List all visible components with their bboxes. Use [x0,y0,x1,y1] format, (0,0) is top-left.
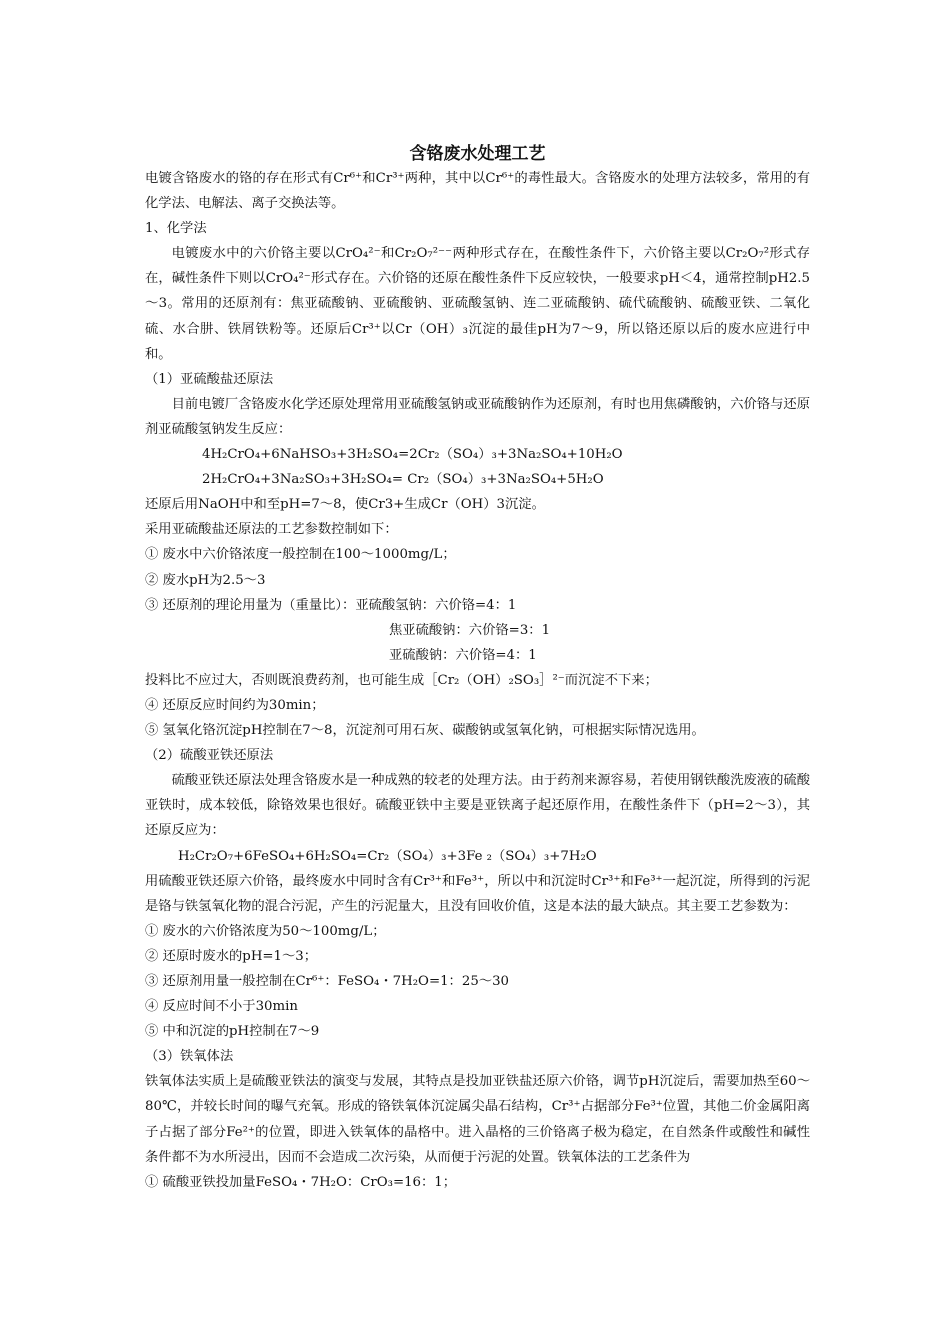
sulfite-param-3c: 亚硫酸钠：六价铬=4：1 [389,647,537,663]
ferrous-param-2: ② 还原时废水的pH=1～3； [145,948,318,964]
ferrite-param-1: ① 硫酸亚铁投加量FeSO₄・7H₂O：CrO₃=16：1； [145,1174,457,1190]
intro-paragraph: 电镀含铬废水的铬的存在形式有Cr⁶⁺和Cr³⁺两种，其中以Cr⁶⁺的毒性最大。含铬废水的处理方法较多，常用的有化学法、电解法、离子交换法等。 [145,171,810,212]
ferrite-paragraph: 铁氧体法实质上是硫酸亚铁法的演变与发展，其特点是投加亚铁盐还原六价铬，调节pH沉淀后，需要加热至60～80℃，并较长时间的曝气充氧。形成的铬铁氧体沉淀属尖晶石结构，Cr³⁺占据部分Fe³⁺位置，其他二价金属阳离子占据了部分Fe²⁺的位置，即进入铁氧体的晶格中。进入晶格的三价铬离子极为稳定，在自然条件或酸性和碱性条件都不为水所浸出，因而不会造成二次污染，从而便于污泥的处置。铁氧体法的工艺条件为 [145,1074,810,1165]
sulfite-paragraph: 目前电镀厂含铬废水化学还原处理常用亚硫酸氢钠或亚硫酸钠作为还原剂，有时也用焦磷酸钠，六价铬与还原剂亚硫酸氢钠发生反应： [145,396,810,437]
ferrous-paragraph: 硫酸亚铁还原法处理含铬废水是一种成熟的较老的处理方法。由于药剂来源容易，若使用钢铁酸洗废液的硫酸亚铁时，成本较低，除铬效果也很好。硫酸亚铁中主要是亚铁离子起还原作用，在酸性条件下（pH=2～3），其还原反应为： [145,773,810,839]
ferrous-equation: H₂Cr₂O₇+6FeSO₄+6H₂SO₄=Cr₂（SO₄）₃+3Fe ₂（SO₄）₃+7H₂O [178,848,597,864]
ferrous-param-3: ③ 还原剂用量一般控制在Cr⁶⁺：FeSO₄・7H₂O=1：25～30 [145,974,509,989]
subsection-heading-ferrous: （2）硫酸亚铁还原法 [145,748,274,764]
equation-1: 4H₂CrO₄+6NaHSO₃+3H₂SO₄=2Cr₂（SO₄）₃+3Na₂SO₄+10H₂O [202,447,623,463]
chemical-paragraph: 电镀废水中的六价铬主要以CrO₄²⁻和Cr₂O₇²⁻⁻两种形式存在，在酸性条件下，六价铬主要以Cr₂O₇²形式存在，碱性条件下则以CrO₄²⁻形式存在。六价铬的还原在酸性条件下反应较快，一般要求pH＜4，通常控制pH2.5～3。常用的还原剂有：焦亚硫酸钠、亚硫酸钠、亚硫酸氢钠、连二亚硫酸钠、硫代硫酸钠、硫酸亚铁、二氧化硫、水合肼、铁屑铁粉等。还原后Cr³⁺以Cr（OH）₃沉淀的最佳pH为7～9，所以铬还原以后的废水应进行中和。 [145,246,810,362]
ferrous-param-5: ⑤ 中和沉淀的pH控制在7～9 [145,1024,320,1040]
sulfite-param-2: ② 废水pH为2.5～3 [145,572,266,588]
ferrous-param-4: ④ 反应时间不小于30min [145,999,298,1015]
ferrous-after: 用硫酸亚铁还原六价铬，最终废水中同时含有Cr³⁺和Fe³⁺，所以中和沉淀时Cr³⁺和Fe³⁺一起沉淀，所得到的污泥是铬与铁氢氧化物的混合污泥，产生的污泥量大，且没有回收价值，这是本法的最大缺点。其主要工艺参数为： [145,873,810,914]
document-page [145,140,810,1195]
sulfite-param-5: ⑤ 氢氧化铬沉淀pH控制在7～8，沉淀剂可用石灰、碳酸钠或氢氧化钠，可根据实际情况选用。 [145,723,705,739]
sulfite-after: 还原后用NaOH中和至pH=7～8，使Cr3+生成Cr（OH）3沉淀。 [145,497,545,513]
section-heading-chemical: 1、化学法 [145,221,207,237]
sulfite-param-1: ① 废水中六价铬浓度一般控制在100～1000mg/L； [145,547,456,563]
sulfite-note: 投料比不应过大，否则既浪费药剂，也可能生成［Cr₂（OH）₂SO₃］²⁻而沉淀不下来； [145,672,658,688]
sulfite-param-3: ③ 还原剂的理论用量为（重量比）：亚硫酸氢钠：六价铬=4：1 [145,597,517,613]
ferrous-param-1: ① 废水的六价铬浓度为50～100mg/L； [145,923,386,939]
page-title: 含铬废水处理工艺 [409,144,546,164]
sulfite-param-4: ④ 还原反应时间约为30min； [145,697,325,713]
sulfite-params-intro: 采用亚硫酸盐还原法的工艺参数控制如下： [145,522,398,538]
equation-2: 2H₂CrO₄+3Na₂SO₃+3H₂SO₄= Cr₂（SO₄）₃+3Na₂SO₄+5H₂O [202,472,604,488]
subsection-heading-sulfite: （1）亚硫酸盐还原法 [145,371,274,387]
subsection-heading-ferrite: （3）铁氧体法 [145,1049,234,1065]
sulfite-param-3b: 焦亚硫酸钠：六价铬=3：1 [389,622,551,638]
